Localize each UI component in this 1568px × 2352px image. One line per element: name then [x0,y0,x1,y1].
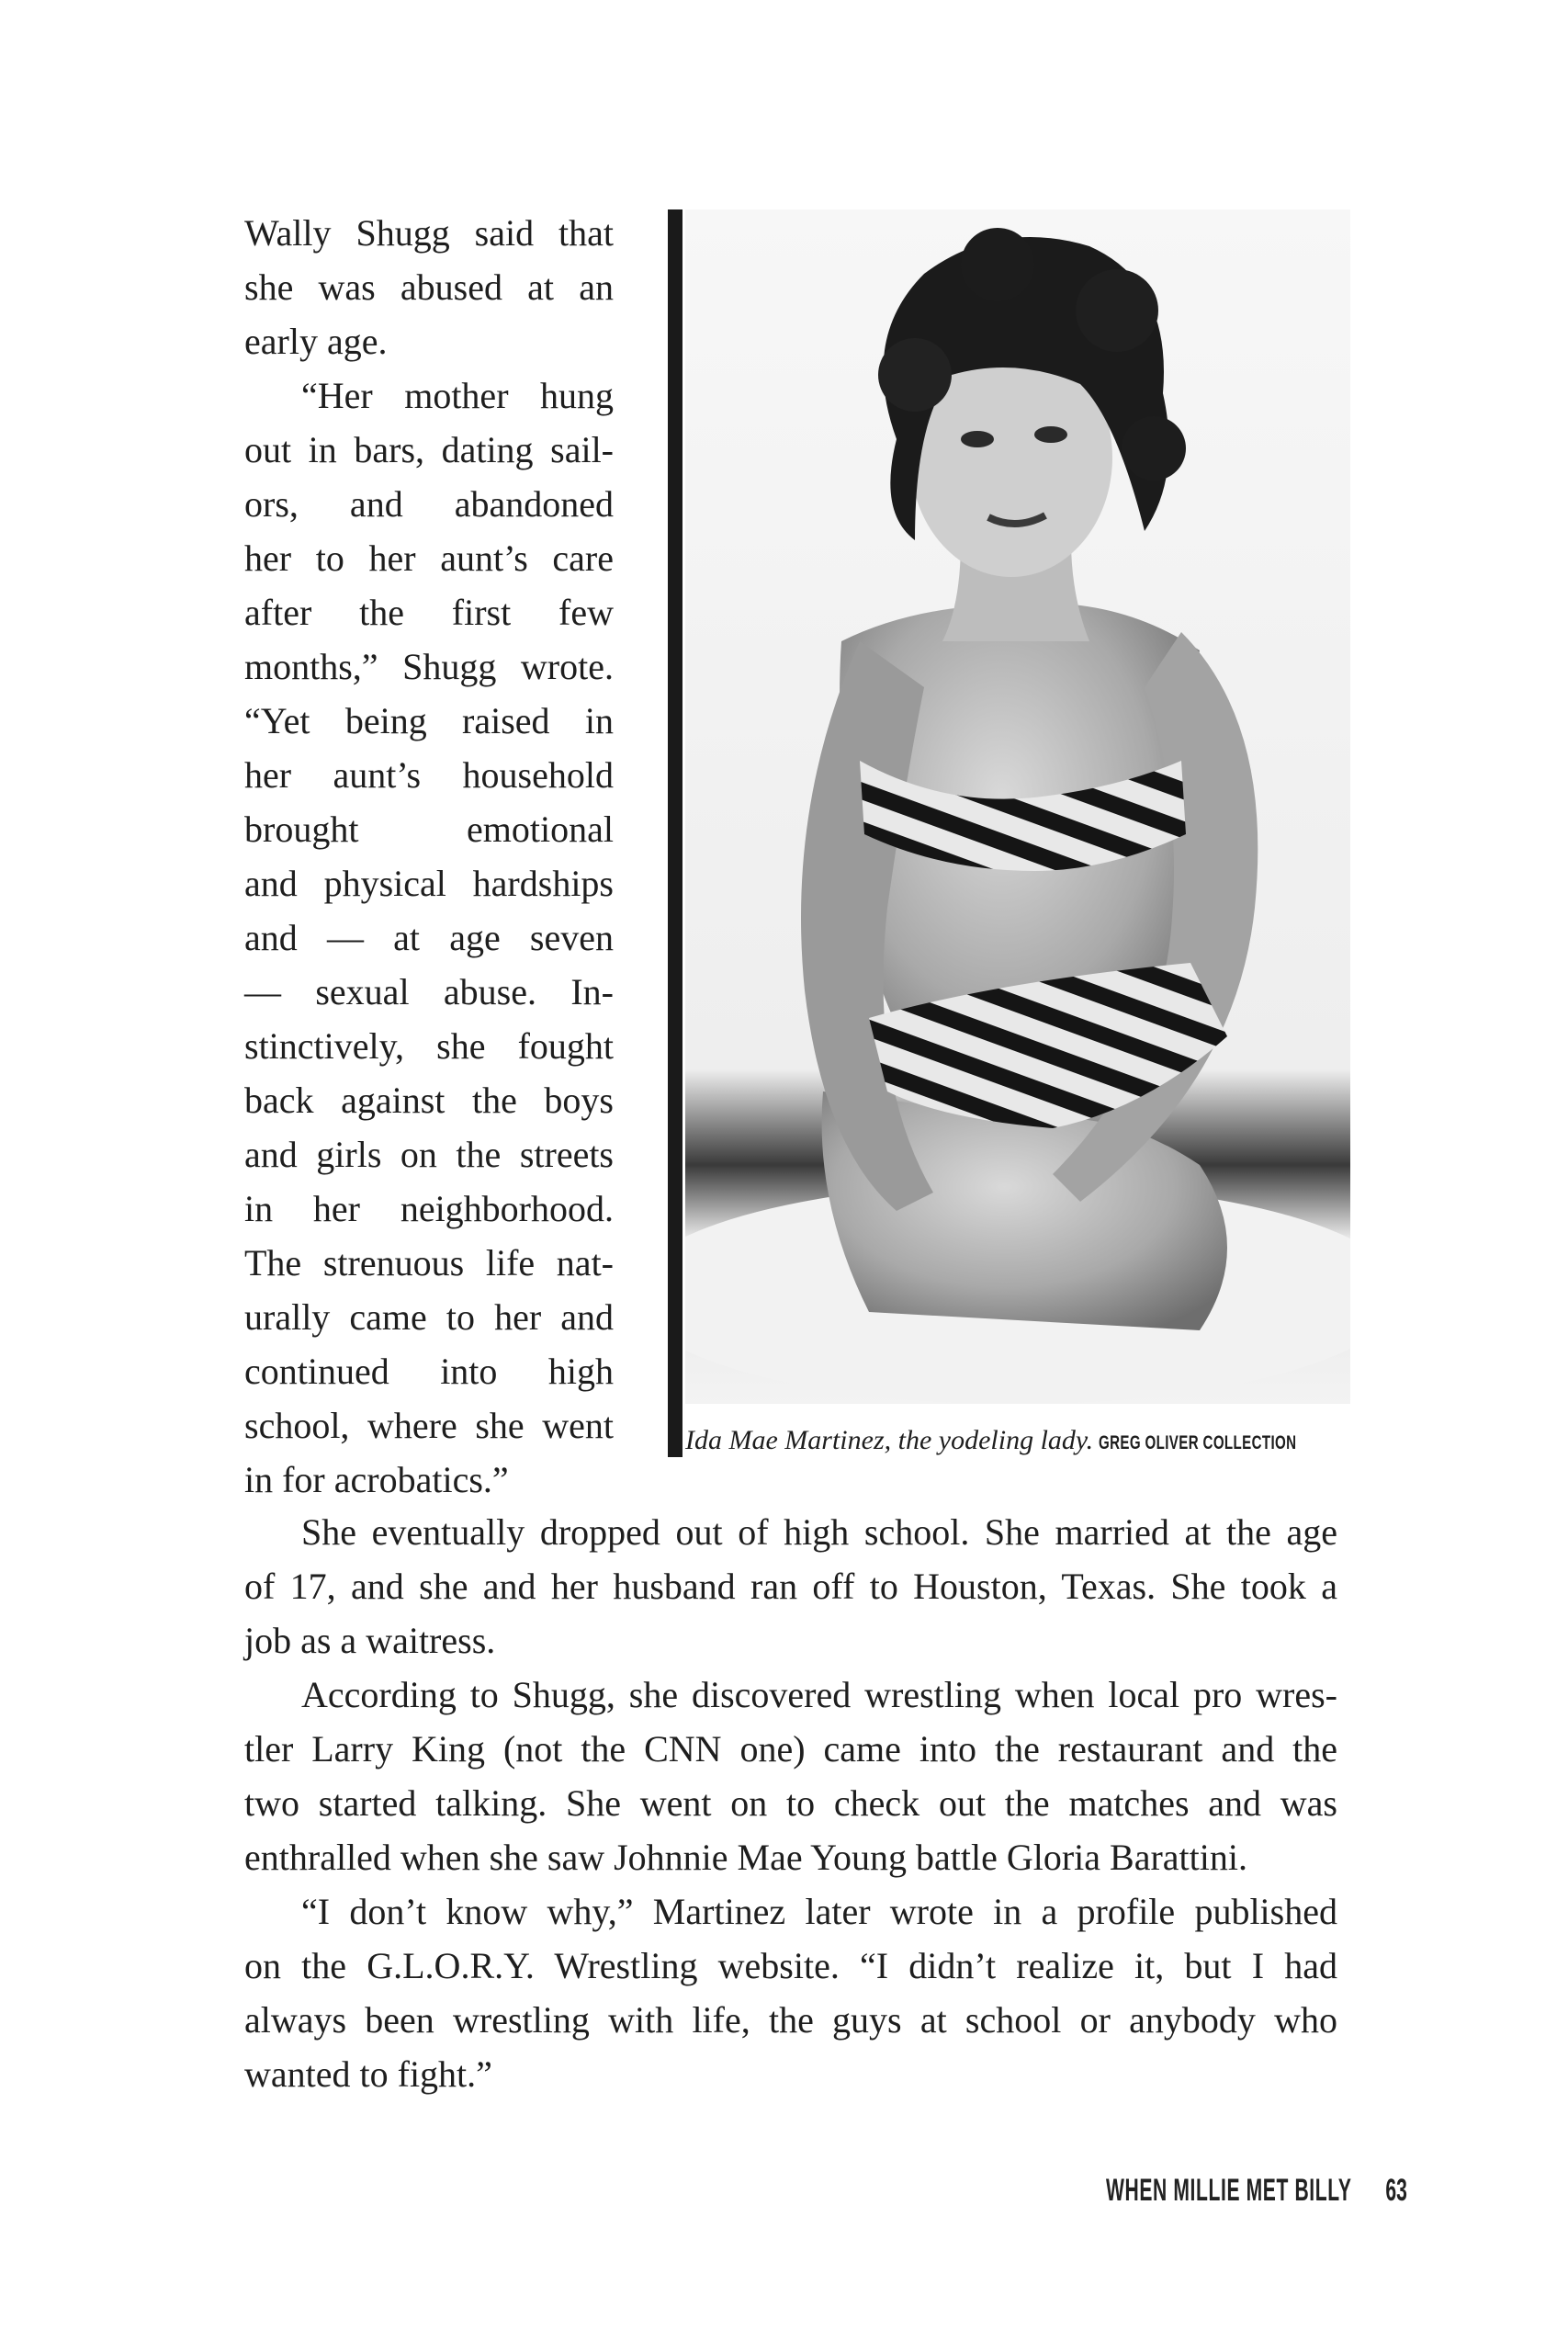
photo-divider-rule [668,209,682,1457]
text-line: — sexual abuse. In- [244,971,614,1012]
text-line: and physical hardships [244,863,614,904]
text-line: tler Larry King (not the CNN one) came into the restaurant and the [244,1728,1337,1770]
text-line: early age. [244,321,388,362]
text-line: “Her mother hung [301,375,614,416]
text-line: wanted to fight.” [244,2053,492,2095]
text-line: out in bars, dating sail- [244,429,614,470]
text-line: The strenuous life nat- [244,1242,614,1283]
running-title: WHEN MILLIE MET BILLY [1105,2173,1352,2208]
text-line: ors, and abandoned [244,483,614,525]
caption-text: Ida Mae Martinez, the yodeling lady. [685,1425,1094,1455]
text-line: Wally Shugg said that [244,212,614,254]
photo-illustration [685,209,1350,1404]
body-text [244,1505,1337,2101]
text-line: she was abused at an [244,266,614,308]
text-line: in her neighborhood. [244,1188,614,1229]
text-line: enthralled when she saw Johnnie Mae Young battle Gloria Barattini. [244,1837,1247,1878]
text-line: in for acrobatics.” [244,1459,509,1500]
text-line: and — at age seven [244,917,614,958]
text-line: her aunt’s household [244,754,614,796]
text-line: She eventually dropped out of high school. She married at the age [301,1511,1337,1553]
text-line: months,” Shugg wrote. [244,646,614,687]
text-line: continued into high [244,1351,614,1392]
text-line: her to her aunt’s care [244,537,614,579]
text-line: back against the boys [244,1080,614,1121]
text-line: on the G.L.O.R.Y. Wrestling website. “I didn’t realize it, but I had [244,1945,1337,1986]
photo-caption [685,1422,1337,1462]
page-number: 63 [1384,2173,1407,2208]
text-line: According to Shugg, she discovered wrestling when local pro wres- [301,1674,1337,1715]
text-line: urally came to her and [244,1296,614,1338]
text-line: job as a waitress. [244,1620,496,1661]
text-line: school, where she went [244,1405,614,1446]
text-line: and girls on the streets [244,1134,614,1175]
caption-credit: GREG OLIVER COLLECTION [1099,1432,1297,1453]
text-line: brought emotional [244,808,614,850]
page-footer [955,2173,1407,2209]
text-line: “Yet being raised in [244,700,614,741]
text-line: of 17, and she and her husband ran off to Houston, Texas. She took a [244,1566,1337,1607]
text-line: after the first few [244,592,614,633]
left-column-text [244,206,614,1507]
text-line: “I don’t know why,” Martinez later wrote in a profile published [301,1891,1337,1932]
text-line: two started talking. She went on to check out the matches and was [244,1782,1337,1824]
text-line: always been wrestling with life, the guys at school or anybody who [244,1999,1337,2041]
photo [685,209,1350,1404]
text-line: stinctively, she fought [244,1025,614,1067]
